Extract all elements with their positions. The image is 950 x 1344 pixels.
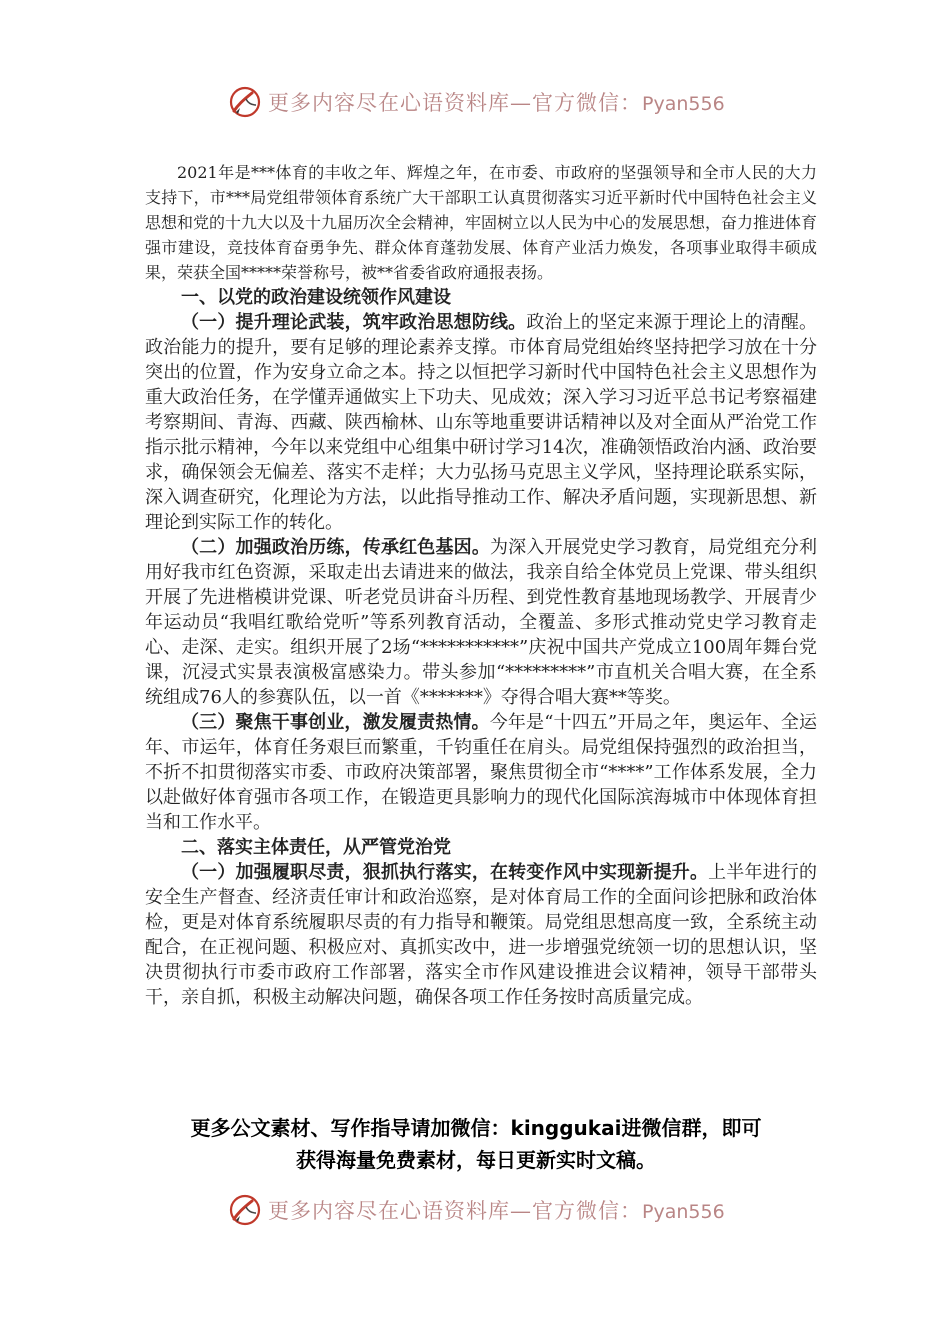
section-heading-2: 二、落实主体责任，从严管党治党 — [181, 837, 451, 858]
paragraph-lead: （一）提升理论武装，筑牢政治思想防线。 — [181, 312, 527, 333]
paragraph — [145, 860, 817, 1010]
promo-notice — [140, 1112, 812, 1176]
banner-text: 更多内容尽在心语资料库—官方微信：Pyan556 — [268, 1199, 725, 1223]
footer-banner[interactable] — [228, 1192, 725, 1228]
paragraph-text: 政治上的坚定来源于理论上的清醒。政治能力的提升，要有足够的理论素养支撑。市体育局党组始终坚持把学习放在十分突出的位置，作为安身立命之本。持之以恒把学习新时代中国特色社会主义思想作为重大政治任务，在学懂弄通做实上下功夫、见成效；深入学习习近平总书记考察福建考察期间、青海、西藏、陕西榆林、山东等地重要讲话精神以及对全面从严治党工作指示批示精神，今年以来党组中心组集中研讨学习14次，准确领悟政治内涵、政治要求，确保领会无偏差、落实不走样；大力弘扬马克思主义学风，坚持理论联系实际，深入调查研究，化理论为方法，以此指导推动工作、解决矛盾问题，实现新思想、新理论到实际工作的转化。 — [145, 312, 818, 533]
paragraph — [145, 710, 817, 835]
header-banner[interactable] — [228, 84, 725, 120]
paragraph-text: 今年是“十四五”开局之年，奥运年、全运年、市运年，体育任务艰巨而繁重，千钧重任在肩头。局党组保持强烈的政治担当，不折不扣贯彻落实市委、市政府决策部署，聚焦贯彻全市“****”工作体系发展，全力以赴做好体育强市各项工作，在锻造更具影响力的现代化国际滨海城市中体现体育担当和工作水平。 — [145, 712, 817, 833]
pen-writing-logo-icon — [228, 1193, 262, 1227]
paragraph — [145, 310, 817, 535]
paragraph-lead: （一）加强履职尽责，狠抓执行落实，在转变作风中实现新提升。 — [181, 862, 709, 883]
paragraph — [145, 535, 817, 710]
article-body — [145, 160, 817, 1010]
banner-handle: Pyan556 — [642, 93, 725, 115]
pen-writing-logo-icon — [228, 85, 262, 119]
paragraph-text: 上半年进行的安全生产督查、经济责任审计和政治巡察，是对体育局工作的全面问诊把脉和政治体检，更是对体育系统履职尽责的有力指导和鞭策。局党组思想高度一致，全系统主动配合，在正视问题、积极应对、真抓实改中，进一步增强党统领一切的思想认识，坚决贯彻执行市委市政府工作部署，落实全市作风建设推进会议精神，领导干部带头干，亲自抓，积极主动解决问题，确保各项工作任务按时高质量完成。 — [145, 862, 818, 1008]
promo-line-2: 获得海量免费素材，每日更新实时文稿。 — [296, 1148, 656, 1172]
paragraph-text: 为深入开展党史学习教育，局党组充分利用好我市红色资源，采取走出去请进来的做法，我亲自给全体党员上党课、带头组织开展了先进楷模讲党课、听老党员讲奋斗历程、到党性教育基地现场教学、开展青少年运动员“我唱红歌给党听”等系列教育活动，全覆盖、多形式推动党史学习教育走心、走深、走实。组织开展了2场“***********”庆祝中国共产党成立100周年舞台党课，沉浸式实景表演极富感染力。带头参加“*********”市直机关合唱大赛，在全系统组成76人的参赛队伍，以一首《*******》夺得合唱大赛**等奖。 — [145, 537, 817, 708]
paragraph-lead: （三）聚焦干事创业，激发履责热情。 — [181, 712, 490, 733]
section-heading-1: 一、以党的政治建设统领作风建设 — [181, 287, 451, 308]
promo-line-1: 更多公文素材、写作指导请加微信：kinggukai进微信群，即可 — [190, 1116, 762, 1140]
intro-paragraph: 2021年是***体育的丰收之年、辉煌之年，在市委、市政府的坚强领导和全市人民的大力支持下，市***局党组带领体育系统广大干部职工认真贯彻落实习近平新时代中国特色社会主义思想和党的十九大以及十九届历次全会精神，牢固树立以人民为中心的发展思想，奋力推进体育强市建设，竞技体育奋勇争先、群众体育蓬勃发展、体育产业活力焕发，各项事业取得丰硕成果，荣获全国*****荣誉称号，被**省委省政府通报表扬。 — [145, 163, 818, 282]
banner-handle: Pyan556 — [642, 1201, 725, 1223]
paragraph-lead: （二）加强政治历练，传承红色基因。 — [181, 537, 490, 558]
banner-text: 更多内容尽在心语资料库—官方微信：Pyan556 — [268, 91, 725, 115]
